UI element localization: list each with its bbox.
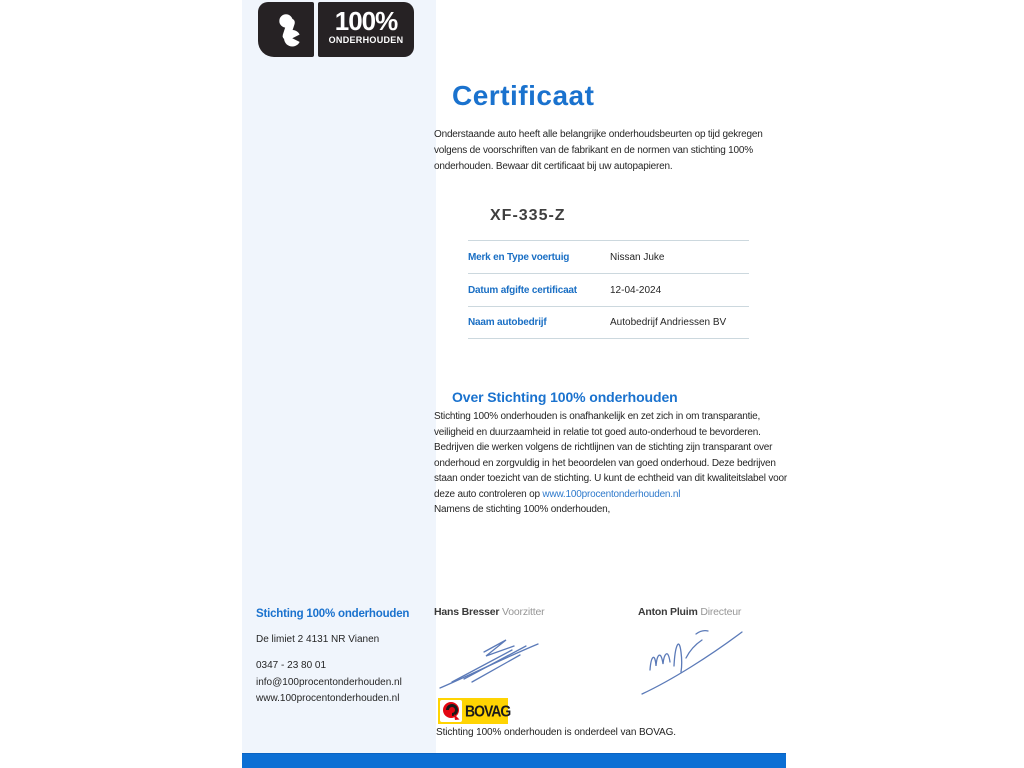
signatory-line	[638, 606, 798, 618]
signatory-line	[434, 606, 594, 618]
license-plate: XF-335-Z	[490, 207, 566, 224]
signature-section	[434, 606, 798, 707]
contact-email: info@100procentonderhouden.nl	[256, 676, 402, 688]
certificate-table	[468, 240, 749, 339]
page-title: Certificaat	[452, 80, 595, 111]
logo-wordmark	[318, 2, 414, 57]
table-row	[468, 306, 749, 339]
contact-website: www.100procentonderhouden.nl	[256, 693, 400, 704]
bovag-note: Stichting 100% onderhouden is onderdeel van BOVAG.	[436, 727, 676, 738]
signature-ink	[434, 622, 594, 707]
intro-paragraph: Onderstaande auto heeft alle belangrijke onderhoudsbeurten op tijd gekregen volgens de voorschriften van de fabrikant en de normen van stichting 100% onderhouden. Bewaar dit certificaat bij uw autopapieren.	[434, 129, 763, 172]
about-body-text: Stichting 100% onderhouden is onafhankelijk en zet zich in om transparantie, veiligheid en duurzaamheid in relatie tot goed auto-onderhoud te bevorderen. Bedrijven die werken volgens de richtlijnen van de stichting zijn transparant over onderhoud en zorgvuldig in het beoordelen van goed onderhoud. Deze bedrijven staan onder toezicht van de stichting. U kunt de echtheid van dit kwaliteitslabel voor deze auto controleren op	[434, 411, 788, 500]
about-paragraph	[434, 409, 794, 518]
signatory-name: Anton Pluim	[638, 606, 698, 618]
row-label: Merk en Type voertuig	[468, 251, 570, 263]
row-value: Autobedrijf Andriessen BV	[610, 317, 727, 328]
wrench-icon	[258, 2, 314, 57]
signatory-role: Directeur	[700, 606, 742, 618]
row-label: Datum afgifte certificaat	[468, 284, 577, 296]
website-link[interactable]: www.100procentonderhouden.nl	[542, 488, 681, 500]
signature-ink	[638, 622, 798, 705]
about-closing: Namens de stichting 100% onderhouden,	[434, 504, 611, 515]
contact-block	[256, 608, 428, 708]
signature-director	[638, 606, 798, 707]
footer-bar	[242, 753, 786, 768]
logo-word-text: ONDERHOUDEN	[328, 35, 404, 45]
about-body	[434, 409, 794, 502]
row-label: Naam autobedrijf	[468, 317, 547, 328]
table-row	[468, 240, 749, 273]
table-row	[468, 273, 749, 306]
signature-chairman	[434, 606, 594, 707]
contact-phone: 0347 - 23 80 01	[256, 660, 327, 671]
row-value: Nissan Juke	[610, 251, 665, 263]
logo-percent-text: 100%	[334, 6, 398, 36]
bovag-logo	[438, 698, 511, 724]
signatory-name: Hans Bresser	[434, 606, 500, 618]
bovag-wordmark: BOVAG	[465, 702, 511, 720]
bovag-emblem-icon	[440, 700, 462, 722]
signatory-role: Voorzitter	[502, 606, 545, 618]
stichting-logo	[258, 2, 414, 57]
row-value: 12-04-2024	[610, 284, 662, 296]
about-heading: Over Stichting 100% onderhouden	[452, 389, 678, 405]
bovag-badge	[438, 698, 511, 724]
contact-address: De limiet 2 4131 NR Vianen	[256, 634, 380, 645]
contact-name: Stichting 100% onderhouden	[256, 608, 410, 620]
